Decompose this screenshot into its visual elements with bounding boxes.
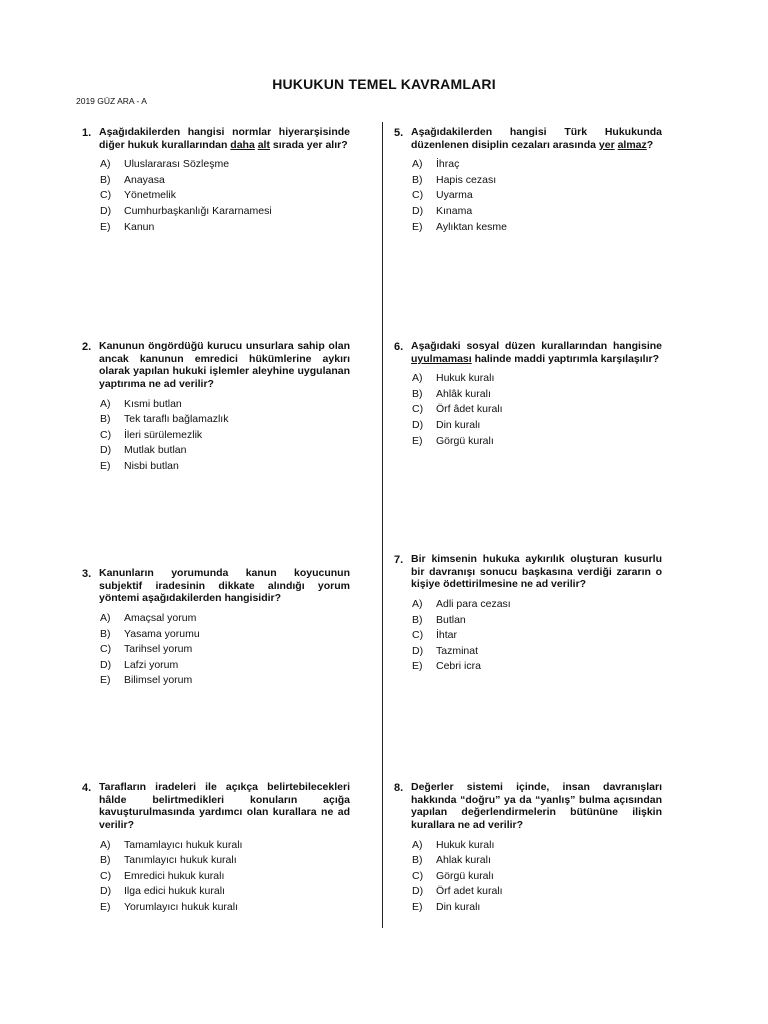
option-b[interactable] <box>394 612 662 628</box>
option-text: Görgü kuralı <box>436 869 494 882</box>
stem-text: sırada yer alır? <box>269 138 348 151</box>
option-b[interactable] <box>82 411 350 427</box>
option-text: Yorumlayıcı hukuk kuralı <box>124 900 238 913</box>
option-letter: C) <box>412 869 424 882</box>
stem-text: Aşağıdakilerden hangisi Türk Hukukunda düzenlenen disiplin cezaları arasında <box>411 126 662 151</box>
option-d[interactable] <box>394 643 662 659</box>
option-text: Tazminat <box>436 644 479 657</box>
stem-text: Aşağıdaki sosyal düzen kurallarından hangisine <box>411 340 662 352</box>
option-letter: D) <box>100 444 112 457</box>
question-7 <box>394 553 662 674</box>
option-d[interactable] <box>82 203 350 219</box>
option-letter: D) <box>100 885 112 898</box>
option-letter: E) <box>100 900 111 913</box>
stem-underlined: uyulmaması <box>411 352 472 365</box>
option-text: Emredici hukuk kuralı <box>124 869 225 882</box>
option-c[interactable] <box>394 868 662 884</box>
option-text: Örf adet kuralı <box>436 885 503 898</box>
question-1 <box>82 126 350 234</box>
option-text: Ahlak kuralı <box>436 854 491 867</box>
option-letter: C) <box>412 629 424 642</box>
option-list <box>394 837 662 915</box>
option-list <box>394 370 662 448</box>
option-letter: E) <box>100 674 111 687</box>
exam-subtitle: 2019 GÜZ ARA - A <box>76 96 147 106</box>
question-number: 2. <box>82 341 92 353</box>
option-text: Görgü kuralı <box>436 434 494 447</box>
question-stem <box>411 340 662 365</box>
option-text: Hukuk kuralı <box>436 838 495 851</box>
option-text: Aylıktan kesme <box>436 220 508 233</box>
question-8 <box>394 781 662 915</box>
question-5 <box>394 126 662 234</box>
option-letter: B) <box>412 613 423 626</box>
option-text: İhraç <box>436 158 460 171</box>
option-letter: E) <box>100 459 111 472</box>
option-text: Bilimsel yorum <box>124 674 193 687</box>
option-text: Ilga edici hukuk kuralı <box>124 885 225 898</box>
option-list <box>82 610 350 688</box>
option-letter: A) <box>100 397 111 410</box>
option-d[interactable] <box>394 417 662 433</box>
option-letter: B) <box>100 173 111 186</box>
option-text: Tanımlayıcı hukuk kuralı <box>124 854 237 867</box>
question-number: 6. <box>394 341 404 353</box>
option-letter: A) <box>412 838 423 851</box>
option-d[interactable] <box>82 884 350 900</box>
option-b[interactable] <box>394 852 662 868</box>
stem-text: Bir kimsenin hukuka aykırılık oluşturan kusurlu bir davranışı sonucu başkasına verdiği zararın o kişiye ödettirilmesine ne ad verilir? <box>411 553 662 591</box>
option-c[interactable] <box>82 427 350 443</box>
option-d[interactable] <box>82 657 350 673</box>
question-stem <box>99 126 350 151</box>
option-a[interactable] <box>394 156 662 172</box>
question-number: 7. <box>394 554 404 566</box>
option-c[interactable] <box>394 188 662 204</box>
question-number: 3. <box>82 568 92 580</box>
option-letter: C) <box>100 428 112 441</box>
option-letter: E) <box>412 220 423 233</box>
option-text: Kınama <box>436 204 473 217</box>
option-letter: D) <box>412 644 424 657</box>
option-c[interactable] <box>82 641 350 657</box>
question-number: 4. <box>82 782 92 794</box>
question-stem <box>411 553 662 591</box>
option-a[interactable] <box>394 596 662 612</box>
option-text: Cebri icra <box>436 660 481 673</box>
option-text: Kanun <box>124 220 155 233</box>
option-letter: E) <box>412 660 423 673</box>
option-text: Yasama yorumu <box>124 627 200 640</box>
option-letter: D) <box>412 418 424 431</box>
question-number: 1. <box>82 127 92 139</box>
option-c[interactable] <box>394 627 662 643</box>
option-letter: B) <box>100 413 111 426</box>
option-letter: A) <box>100 611 111 624</box>
stem-underlined: yer <box>598 138 615 151</box>
option-letter: A) <box>412 372 423 385</box>
option-text: Örf âdet kuralı <box>436 403 503 416</box>
option-text: Tarihsel yorum <box>124 643 193 656</box>
option-text: Hukuk kuralı <box>436 372 495 385</box>
option-letter: C) <box>100 869 112 882</box>
stem-underlined: almaz <box>617 138 647 151</box>
question-number: 8. <box>394 782 404 794</box>
stem-text: halinde maddi yaptırımla karşılaşılır? <box>471 352 660 365</box>
option-a[interactable] <box>82 396 350 412</box>
option-letter: C) <box>100 643 112 656</box>
option-list <box>82 396 350 474</box>
option-d[interactable] <box>394 203 662 219</box>
question-stem <box>411 781 662 832</box>
option-letter: E) <box>100 220 111 233</box>
question-number: 5. <box>394 127 404 139</box>
option-letter: B) <box>412 854 423 867</box>
option-letter: B) <box>100 627 111 640</box>
option-text: Uyarma <box>436 189 473 202</box>
option-text: Lafzi yorum <box>124 658 179 671</box>
stem-underlined: alt <box>257 138 270 151</box>
option-letter: C) <box>412 403 424 416</box>
option-text: İleri sürülemezlik <box>124 428 203 441</box>
stem-underlined: daha <box>230 138 255 151</box>
option-text: Nisbi butlan <box>124 459 179 472</box>
option-text: Kısmi butlan <box>124 397 182 410</box>
option-letter: E) <box>412 434 423 447</box>
option-text: Butlan <box>436 613 466 626</box>
option-a[interactable] <box>82 610 350 626</box>
option-list <box>82 837 350 915</box>
question-stem <box>411 126 662 151</box>
option-a[interactable] <box>394 370 662 386</box>
option-letter: A) <box>412 597 423 610</box>
option-b[interactable] <box>82 852 350 868</box>
option-letter: A) <box>100 158 111 171</box>
option-text: İhtar <box>436 629 458 642</box>
option-d[interactable] <box>394 884 662 900</box>
option-text: Mutlak butlan <box>124 444 187 457</box>
option-letter: D) <box>412 204 424 217</box>
stem-text: Değerler sistemi içinde, insan davranışları hakkında “doğru” ya da “yanlış” bulma açısından yapılan değerlendirmelerin bütününe ilişkin kurallara ne ad verilir? <box>411 781 662 832</box>
option-letter: D) <box>100 204 112 217</box>
option-text: Ahlâk kuralı <box>436 387 491 400</box>
option-c[interactable] <box>82 868 350 884</box>
option-letter: A) <box>100 838 111 851</box>
stem-text: Tarafların iradeleri ile açıkça belirtebilecekleri hâlde belirtmedikleri konuların açığa kavuşturulmasında yardımcı olan kurallara ne ad verilir? <box>99 781 350 832</box>
option-letter: D) <box>100 658 112 671</box>
option-letter: D) <box>412 885 424 898</box>
option-letter: A) <box>412 158 423 171</box>
question-4 <box>82 781 350 915</box>
option-text: Anayasa <box>124 173 165 186</box>
option-text: Din kuralı <box>436 418 481 431</box>
question-stem <box>99 781 350 832</box>
option-list <box>394 596 662 674</box>
option-b[interactable] <box>394 172 662 188</box>
option-list <box>82 156 350 234</box>
option-e[interactable] <box>394 219 662 235</box>
option-letter: B) <box>412 387 423 400</box>
column-divider <box>382 122 383 928</box>
option-a[interactable] <box>82 837 350 853</box>
option-b[interactable] <box>394 386 662 402</box>
option-text: Yönetmelik <box>124 189 176 202</box>
option-e[interactable] <box>82 458 350 474</box>
option-letter: B) <box>100 854 111 867</box>
option-c[interactable] <box>394 402 662 418</box>
stem-text: Kanunun öngördüğü kurucu unsurlara sahip olan ancak kanunun emredici hükümlerine aykırı olarak yapılan hukuki işlemler aleyhine uygulanan yaptırıma ne ad verilir? <box>99 340 350 391</box>
option-list <box>394 156 662 234</box>
question-3 <box>82 567 350 688</box>
option-letter: B) <box>412 173 423 186</box>
option-text: Uluslararası Sözleşme <box>124 158 230 171</box>
stem-text: ? <box>646 138 654 151</box>
stem-text: Aşağıdakilerden hangisi normlar hiyerarşisinde diğer hukuk kurallarından <box>99 126 350 151</box>
option-e[interactable] <box>82 899 350 915</box>
option-d[interactable] <box>82 443 350 459</box>
option-text: Adli para cezası <box>436 597 511 610</box>
question-2 <box>82 340 350 474</box>
option-text: Hapis cezası <box>436 173 497 186</box>
question-stem <box>99 340 350 391</box>
option-e[interactable] <box>82 672 350 688</box>
question-stem <box>99 567 350 605</box>
option-a[interactable] <box>82 156 350 172</box>
option-text: Din kuralı <box>436 900 481 913</box>
option-letter: C) <box>412 189 424 202</box>
option-letter: C) <box>100 189 112 202</box>
option-e[interactable] <box>394 658 662 674</box>
option-text: Amaçsal yorum <box>124 611 197 624</box>
option-e[interactable] <box>82 219 350 235</box>
option-b[interactable] <box>82 626 350 642</box>
option-c[interactable] <box>82 188 350 204</box>
option-letter: E) <box>412 900 423 913</box>
page-title: HUKUKUN TEMEL KAVRAMLARI <box>272 76 496 92</box>
question-6 <box>394 340 662 448</box>
option-a[interactable] <box>394 837 662 853</box>
option-e[interactable] <box>394 899 662 915</box>
option-e[interactable] <box>394 433 662 449</box>
option-text: Cumhurbaşkanlığı Kararnamesi <box>124 204 272 217</box>
option-text: Tek taraflı bağlamazlık <box>124 413 229 426</box>
stem-text: Kanunların yorumunda kanun koyucunun subjektif iradesinin dikkate alındığı yorum yöntemi aşağıdakilerden hangisidir? <box>99 567 350 605</box>
option-text: Tamamlayıcı hukuk kuralı <box>124 838 243 851</box>
option-b[interactable] <box>82 172 350 188</box>
